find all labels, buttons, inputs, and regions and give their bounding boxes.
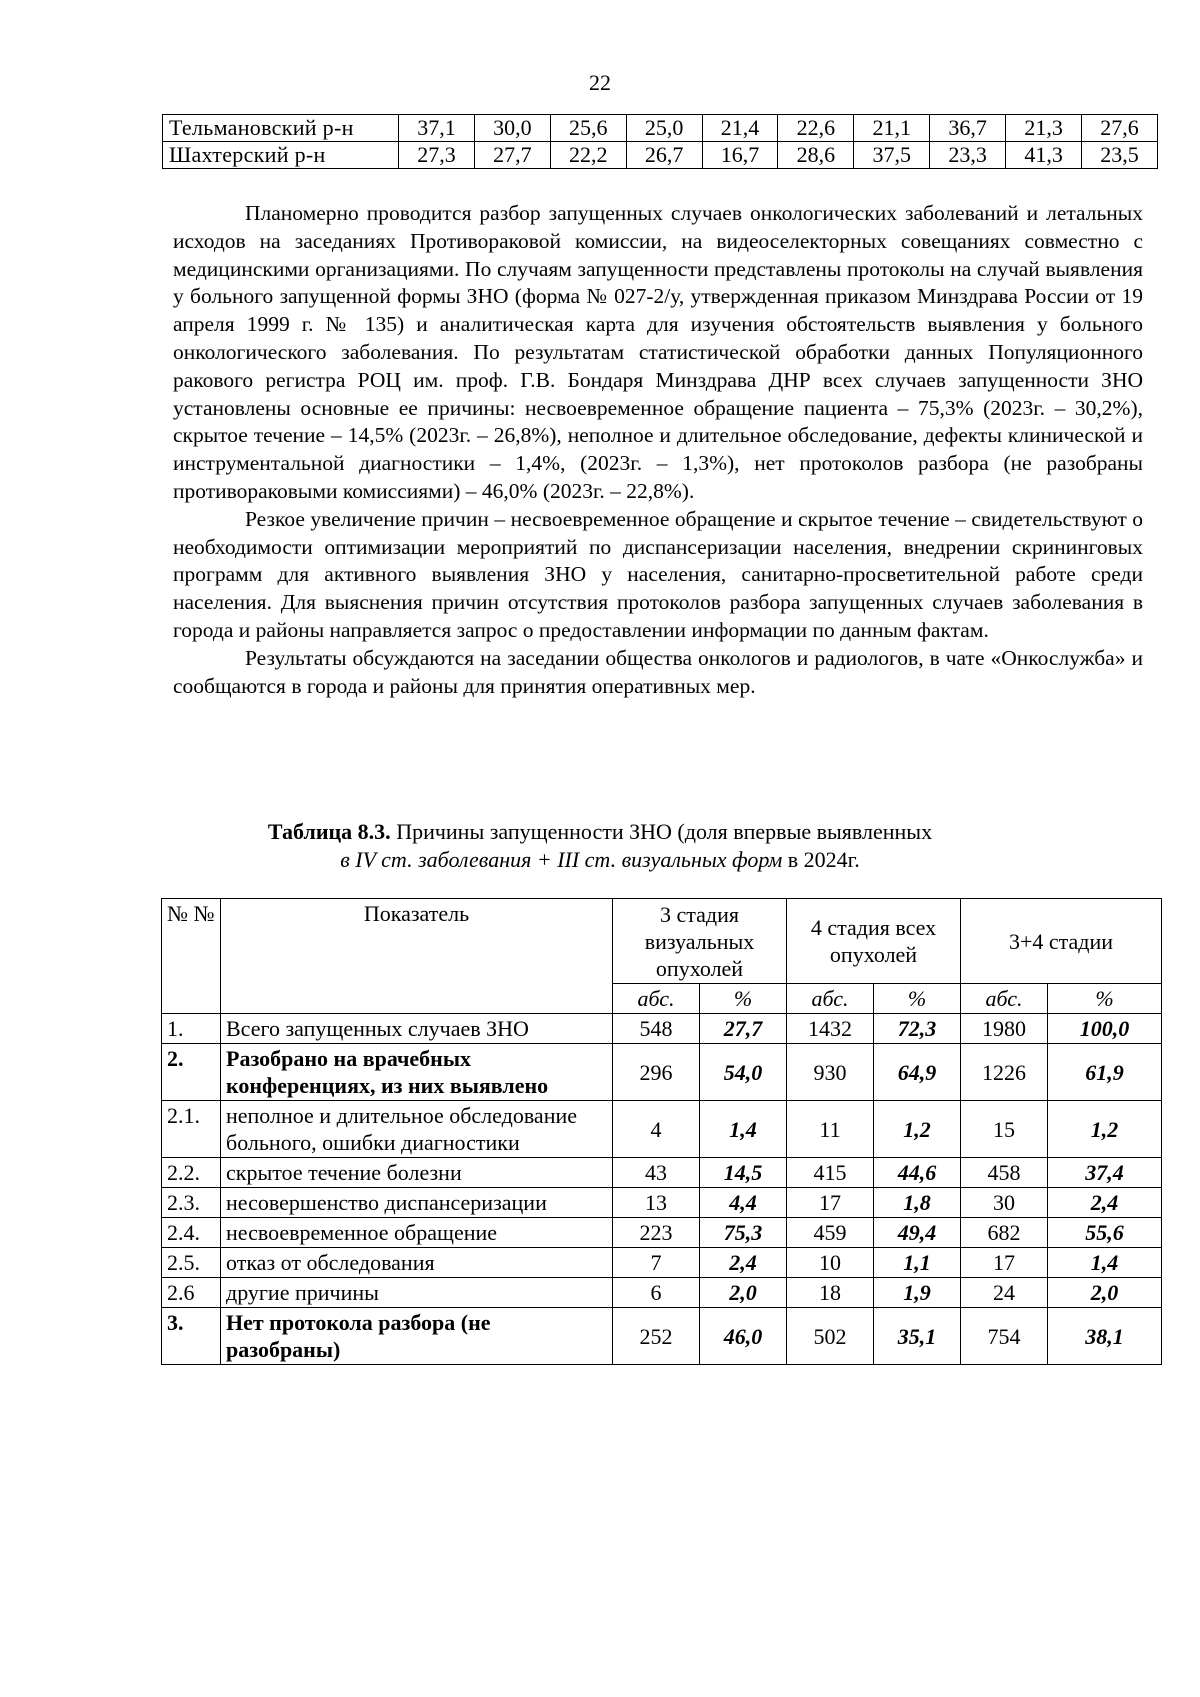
pct-value: 2,4: [1048, 1188, 1162, 1218]
pct-value: 61,9: [1048, 1044, 1162, 1101]
row-number: 2.1.: [162, 1101, 221, 1158]
district-row: [163, 142, 1158, 169]
district-value: 28,6: [778, 142, 854, 169]
subhead-abs: абс.: [613, 984, 700, 1014]
abs-value: 459: [787, 1218, 874, 1248]
row-number: 2.5.: [162, 1248, 221, 1278]
district-value: 26,7: [626, 142, 702, 169]
caption-year: в 2024г.: [782, 847, 860, 872]
table-row: [162, 1014, 1162, 1044]
table-caption: [0, 818, 1200, 874]
pct-value: 72,3: [874, 1014, 961, 1044]
pct-value: 55,6: [1048, 1218, 1162, 1248]
table-row: [162, 1101, 1162, 1158]
paragraph-3: Результаты обсуждаются на заседании общества онкологов и радиологов, в чате «Онкослужба» и сообщаются в города и районы для принятия оперативных мер.: [173, 645, 1143, 698]
pct-value: 1,9: [874, 1278, 961, 1308]
district-value: 22,6: [778, 115, 854, 142]
table-row: [162, 1158, 1162, 1188]
district-row: [163, 115, 1158, 142]
subhead-abs: абс.: [787, 984, 874, 1014]
abs-value: 11: [787, 1101, 874, 1158]
abs-value: 296: [613, 1044, 700, 1101]
district-value: 41,3: [1006, 142, 1082, 169]
pct-value: 27,7: [700, 1014, 787, 1044]
row-number: 2.6: [162, 1278, 221, 1308]
abs-value: 15: [961, 1101, 1048, 1158]
pct-value: 1,8: [874, 1188, 961, 1218]
district-value: 25,6: [550, 115, 626, 142]
pct-value: 100,0: [1048, 1014, 1162, 1044]
district-value: 37,5: [854, 142, 930, 169]
caption-italic: в IV ст. заболевания + III ст. визуальных форм: [340, 847, 783, 872]
header-stage3: 3 стадия визуальных опухолей: [613, 899, 787, 984]
row-label: другие причины: [221, 1278, 613, 1308]
abs-value: 10: [787, 1248, 874, 1278]
abs-value: 502: [787, 1308, 874, 1365]
row-number: 3.: [162, 1308, 221, 1365]
row-number: 2.: [162, 1044, 221, 1101]
row-label: скрытое течение болезни: [221, 1158, 613, 1188]
header-num: № №: [162, 899, 221, 1014]
abs-value: 4: [613, 1101, 700, 1158]
district-value: 37,1: [399, 115, 475, 142]
district-value: 30,0: [474, 115, 550, 142]
header-stage34: 3+4 стадии: [961, 899, 1162, 984]
row-number: 1.: [162, 1014, 221, 1044]
abs-value: 754: [961, 1308, 1048, 1365]
district-table: [162, 114, 1158, 169]
table-row: [162, 1044, 1162, 1101]
district-value: 36,7: [930, 115, 1006, 142]
abs-value: 6: [613, 1278, 700, 1308]
district-value: 25,0: [626, 115, 702, 142]
abs-value: 458: [961, 1158, 1048, 1188]
header-indicator: Показатель: [221, 899, 613, 1014]
row-label: Нет протокола разбора (не разобраны): [221, 1308, 613, 1365]
district-value: 16,7: [702, 142, 778, 169]
pct-value: 2,0: [1048, 1278, 1162, 1308]
body-text: [173, 200, 1143, 700]
causes-table: [161, 898, 1162, 1365]
caption-label: Таблица 8.3.: [267, 819, 391, 844]
abs-value: 930: [787, 1044, 874, 1101]
row-label: несовершенство диспансеризации: [221, 1188, 613, 1218]
subhead-pct: %: [1048, 984, 1162, 1014]
header-stage4: 4 стадия всех опухолей: [787, 899, 961, 984]
caption-text: Причины запущенности ЗНО (доля впервые выявленных: [390, 819, 933, 844]
pct-value: 46,0: [700, 1308, 787, 1365]
district-value: 27,3: [399, 142, 475, 169]
pct-value: 38,1: [1048, 1308, 1162, 1365]
pct-value: 2,4: [700, 1248, 787, 1278]
table-row: [162, 1308, 1162, 1365]
table-row: [162, 1248, 1162, 1278]
district-value: 21,4: [702, 115, 778, 142]
district-name: Тельмановский р-н: [163, 115, 399, 142]
pct-value: 64,9: [874, 1044, 961, 1101]
paragraph-2: Резкое увеличение причин – несвоевременное обращение и скрытое течение – свидетельствуют о необходимости оптимизации мероприятий по диспансеризации населения, внедрении скрининговых программ для активного выявления ЗНО у населения, санитарно-просветительной работе среди населения. Для выяснения причин отсутствия протоколов разбора запущенных случаев заболевания в города и районы направляется запрос о предоставлении информации по данным фактам.: [173, 506, 1143, 642]
subhead-pct: %: [700, 984, 787, 1014]
abs-value: 7: [613, 1248, 700, 1278]
pct-value: 75,3: [700, 1218, 787, 1248]
row-label: неполное и длительное обследование больного, ошибки диагностики: [221, 1101, 613, 1158]
pct-value: 1,1: [874, 1248, 961, 1278]
row-number: 2.3.: [162, 1188, 221, 1218]
abs-value: 1980: [961, 1014, 1048, 1044]
district-name: Шахтерский р-н: [163, 142, 399, 169]
pct-value: 2,0: [700, 1278, 787, 1308]
abs-value: 18: [787, 1278, 874, 1308]
subhead-pct: %: [874, 984, 961, 1014]
pct-value: 1,2: [1048, 1101, 1162, 1158]
row-number: 2.4.: [162, 1218, 221, 1248]
row-label: Всего запущенных случаев ЗНО: [221, 1014, 613, 1044]
table-row: [162, 1218, 1162, 1248]
pct-value: 14,5: [700, 1158, 787, 1188]
pct-value: 44,6: [874, 1158, 961, 1188]
pct-value: 37,4: [1048, 1158, 1162, 1188]
district-value: 23,5: [1082, 142, 1158, 169]
abs-value: 43: [613, 1158, 700, 1188]
pct-value: 49,4: [874, 1218, 961, 1248]
abs-value: 1226: [961, 1044, 1048, 1101]
table-row: [162, 1278, 1162, 1308]
pct-value: 1,2: [874, 1101, 961, 1158]
district-value: 23,3: [930, 142, 1006, 169]
abs-value: 17: [961, 1248, 1048, 1278]
district-value: 21,1: [854, 115, 930, 142]
abs-value: 17: [787, 1188, 874, 1218]
table-row: [162, 1188, 1162, 1218]
row-label: Разобрано на врачебных конференциях, из них выявлено: [221, 1044, 613, 1101]
abs-value: 415: [787, 1158, 874, 1188]
row-label: отказ от обследования: [221, 1248, 613, 1278]
pct-value: 1,4: [1048, 1248, 1162, 1278]
pct-value: 54,0: [700, 1044, 787, 1101]
abs-value: 13: [613, 1188, 700, 1218]
abs-value: 252: [613, 1308, 700, 1365]
subhead-abs: абс.: [961, 984, 1048, 1014]
paragraph-1: Планомерно проводится разбор запущенных случаев онкологических заболеваний и летальных исходов на заседаниях Противораковой комиссии, на видеоселекторных совещаниях совместно с медицинскими организациями. По случаям запущенности представлены протоколы на случай выявления у больного запущенной формы ЗНО (форма № 027-2/у, утвержденная приказом Минздрава России от 19 апреля 1999 г. № 135) и аналитическая карта для изучения обстоятельств выявления у больного онкологического заболевания. По результатам статистической обработки данных Популяционного ракового регистра РОЦ им. проф. Г.В. Бондаря Минздрава ДНР всех случаев запущенности ЗНО установлены основные ее причины: несвоевременное обращение пациента – 75,3% (2023г. – 30,2%), скрытое течение – 14,5% (2023г. – 26,8%), неполное и длительное обследование, дефекты клинической и инструментальной диагностики – 1,4%, (2023г. – 1,3%), нет протоколов разбора (не разобраны противораковыми комиссиями) – 46,0% (2023г. – 22,8%).: [173, 201, 1143, 503]
district-value: 21,3: [1006, 115, 1082, 142]
pct-value: 4,4: [700, 1188, 787, 1218]
abs-value: 1432: [787, 1014, 874, 1044]
district-value: 22,2: [550, 142, 626, 169]
row-label: несвоевременное обращение: [221, 1218, 613, 1248]
abs-value: 548: [613, 1014, 700, 1044]
pct-value: 1,4: [700, 1101, 787, 1158]
district-value: 27,6: [1082, 115, 1158, 142]
abs-value: 682: [961, 1218, 1048, 1248]
pct-value: 35,1: [874, 1308, 961, 1365]
district-value: 27,7: [474, 142, 550, 169]
page-number: 22: [589, 70, 611, 95]
abs-value: 24: [961, 1278, 1048, 1308]
abs-value: 30: [961, 1188, 1048, 1218]
abs-value: 223: [613, 1218, 700, 1248]
row-number: 2.2.: [162, 1158, 221, 1188]
